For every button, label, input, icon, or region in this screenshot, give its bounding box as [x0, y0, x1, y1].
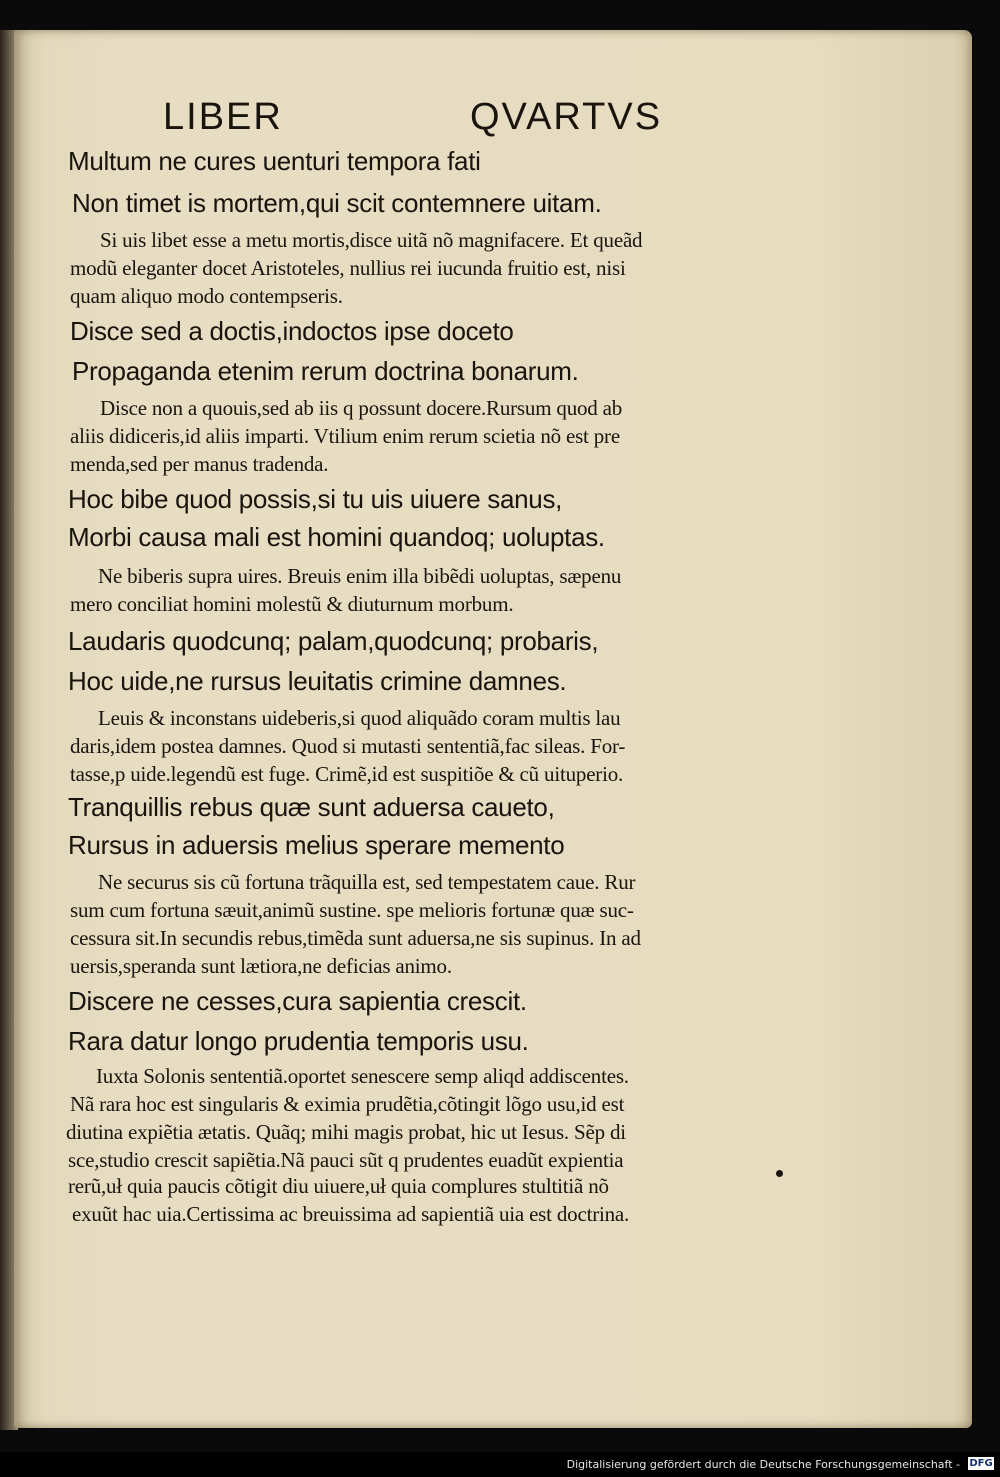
- commentary-line: Disce non a quouis,sed ab iis q possunt docere.Rursum quod ab: [100, 396, 623, 420]
- commentary-line: Ne biberis supra uires. Breuis enim illa bibẽdi uoluptas, sæpenu: [98, 564, 622, 588]
- ink-dot: [776, 1170, 783, 1177]
- dfg-logo: DFG: [969, 1458, 993, 1469]
- verse-line: Hoc uide,ne rursus leuitatis crimine damnes.: [68, 666, 567, 696]
- running-head-left: LIBER: [163, 96, 283, 138]
- commentary-line: sce,studio crescit sapiẽtia.Nã pauci sũt q prudentes euadũt expientia: [68, 1148, 624, 1172]
- commentary-line: menda,sed per manus tradenda.: [70, 452, 329, 476]
- verse-line: Multum ne cures uenturi tempora fati: [68, 146, 481, 176]
- footer-bar: [0, 1452, 1000, 1477]
- commentary-line: quam aliquo modo contempseris.: [70, 284, 343, 308]
- commentary-line: sum cum fortuna sæuit,animũ sustine. spe melioris fortunæ quæ suc-: [70, 898, 634, 922]
- commentary-line: Leuis & inconstans uideberis,si quod aliquãdo coram multis lau: [98, 706, 621, 730]
- verse-line: Non timet is mortem,qui scit contemnere uitam.: [72, 188, 602, 218]
- verse-line: Tranquillis rebus quæ sunt aduersa caueto,: [68, 792, 555, 822]
- running-head-right: QVARTVS: [470, 96, 663, 138]
- commentary-line: aliis didiceris,id aliis imparti. Vtilium enim rerum scietia nõ est pre: [70, 424, 620, 448]
- commentary-line: exuũt hac uia.Certissima ac breuissima ad sapientiã uia est doctrina.: [72, 1202, 630, 1226]
- commentary-line: Iuxta Solonis sententiã.oportet senescere semp aliqd addiscentes.: [96, 1064, 629, 1088]
- commentary-line: daris,idem postea damnes. Quod si mutasti sententiã,fac sileas. For-: [70, 734, 626, 758]
- verse-line: Propaganda etenim rerum doctrina bonarum.: [72, 356, 579, 386]
- verse-line: Hoc bibe quod possis,si tu uis uiuere sanus,: [68, 484, 563, 514]
- commentary-line: diutina expiẽtia ætatis. Quãq; mihi magis probat, hic ut Iesus. Sẽp di: [66, 1120, 626, 1144]
- commentary-line: Ne securus sis cũ fortuna trãquilla est, sed tempestatem caue. Rur: [98, 870, 636, 894]
- funding-notice: Digitalisierung gefördert durch die Deutsche Forschungsgemeinschaft -: [566, 1458, 960, 1471]
- commentary-line: tasse,p uide.legendũ est fuge. Crimẽ,id est suspitiõe & cũ uituperio.: [70, 762, 624, 786]
- commentary-line: uersis,speranda sunt lætiora,ne deficias animo.: [70, 954, 452, 978]
- verse-line: Laudaris quodcunq; palam,quodcunq; probaris,: [68, 626, 599, 656]
- commentary-line: Si uis libet esse a metu mortis,disce uitã nõ magnifacere. Et queãd: [100, 228, 643, 252]
- commentary-line: Nã rara hoc est singularis & eximia prudẽtia,cõtingit lõgo usu,id est: [70, 1092, 625, 1116]
- commentary-line: modũ eleganter docet Aristoteles, nullius rei iucunda fruitio est, nisi: [70, 256, 626, 280]
- verse-line: Morbi causa mali est homini quandoq; uoluptas.: [68, 522, 605, 552]
- verse-line: Disce sed a doctis,indoctos ipse doceto: [70, 316, 514, 346]
- commentary-line: rerũ,uł quia paucis cõtigit diu uiuere,uł quia complures stultitiã nõ: [68, 1174, 609, 1198]
- verse-line: Rursus in aduersis melius sperare memento: [68, 830, 565, 860]
- commentary-line: cessura sit.In secundis rebus,timẽda sunt aduersa,ne sis supinus. In ad: [70, 926, 641, 950]
- verse-line: Rara datur longo prudentia temporis usu.: [68, 1026, 529, 1056]
- commentary-line: mero conciliat homini molestũ & diuturnum morbum.: [70, 592, 514, 616]
- verse-line: Discere ne cesses,cura sapientia crescit.: [68, 986, 527, 1016]
